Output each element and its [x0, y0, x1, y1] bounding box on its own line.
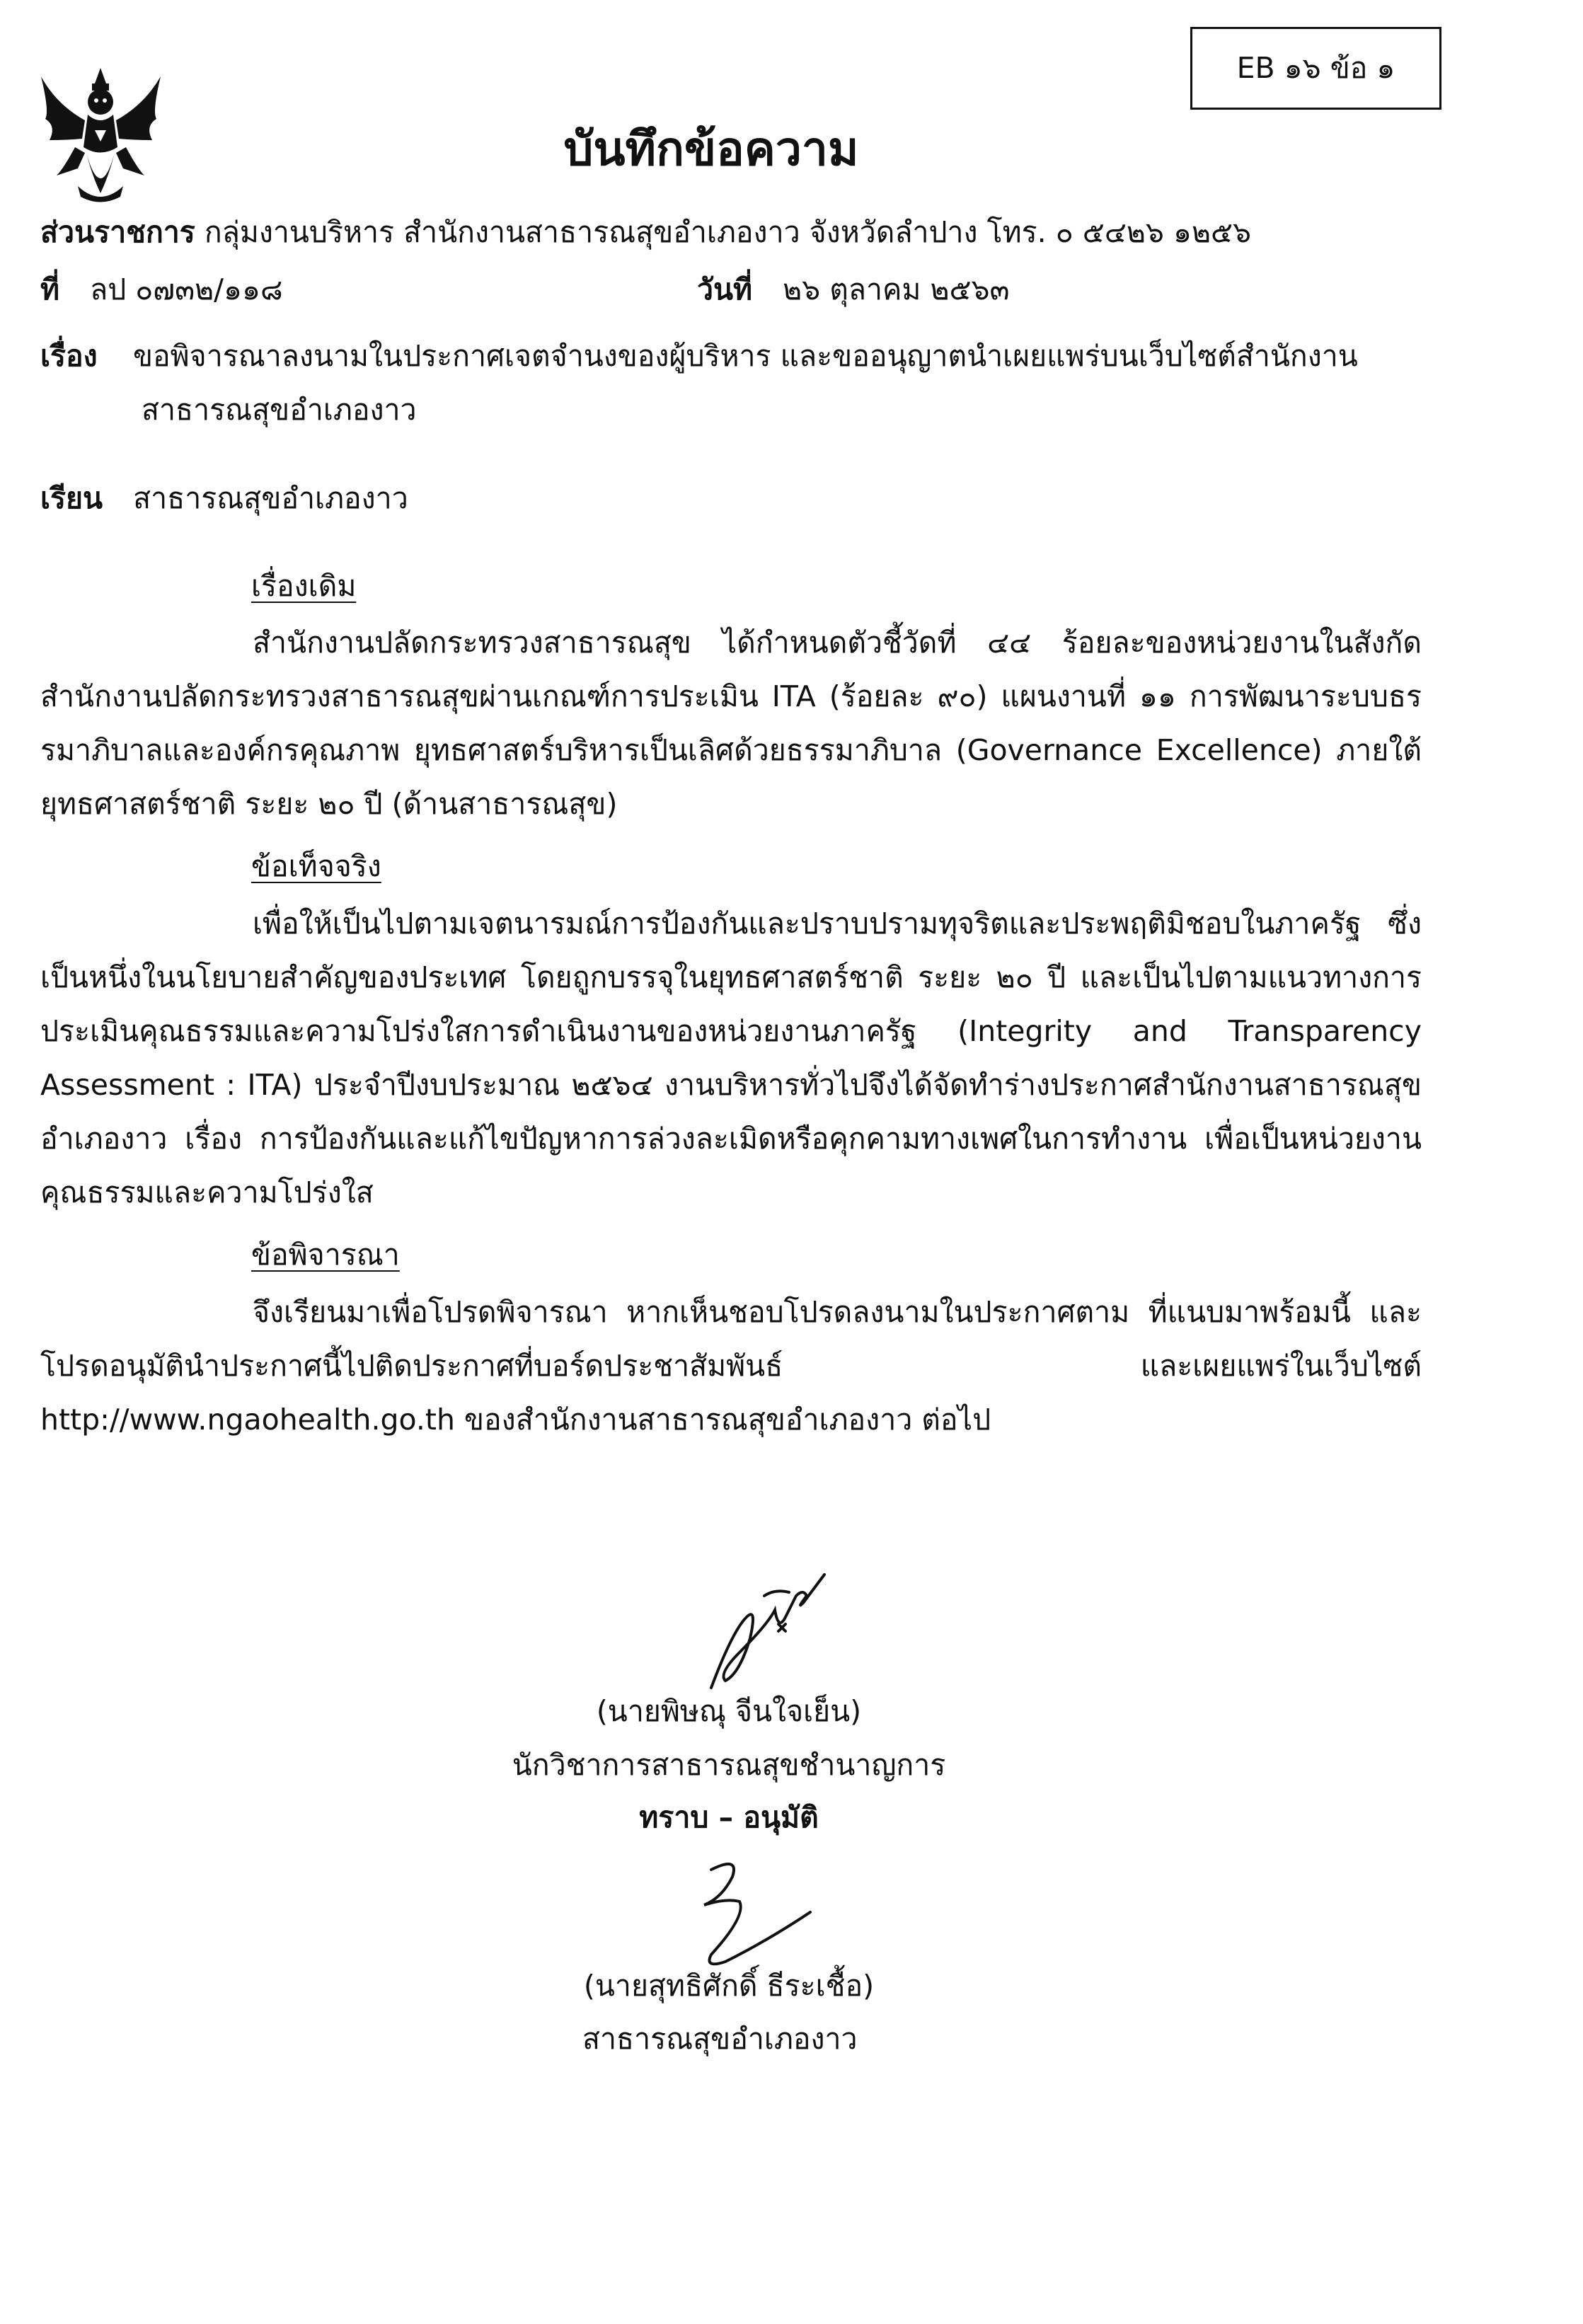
addressee-value: สาธารณสุขอำเภองาว: [133, 481, 408, 515]
number-value: ลป ๐๗๓๒/๑๑๘: [90, 272, 283, 306]
date-line: [697, 271, 1010, 309]
approval-text: ทราบ – อนุมัติ: [639, 1800, 819, 1834]
facts-heading: ข้อเท็จจริง: [251, 849, 381, 883]
background-heading: เรื่องเดิม: [251, 569, 357, 603]
reference-box: EB ๑๖ ข้อ ๑: [1190, 27, 1441, 110]
signer-1-position: นักวิชาการสาธารณสุขชำนาญการ: [512, 1748, 946, 1782]
document-number-line: [40, 271, 283, 309]
subject-line-1: ขอพิจารณาลงนามในประกาศเจตจำนงของผู้บริหาร และขออนุญาตนำเผยแพร่บนเว็บไซต์สำนักงาน: [133, 339, 1358, 373]
signer-1-name: (นายพิษณุ จีนใจเย็น): [596, 1694, 862, 1728]
addressee-line: [40, 480, 408, 517]
consideration-heading: ข้อพิจารณา: [251, 1238, 400, 1272]
handwritten-signature-icon: [683, 1848, 824, 1976]
handwritten-signature-icon: [697, 1567, 839, 1695]
background-paragraph: สำนักงานปลัดกระทรวงสาธารณสุข ได้กำหนดตัวชี้วัดที่ ๔๔ ร้อยละของหน่วยงานในสังกัด สำนักงานปลัดกระทรวงสาธารณสุขผ่านเกณฑ์การประเมิน ITA (ร้อยละ ๙๐) แผนงานที่ ๑๑ การพัฒนาระบบธรรมาภิบาลและองค์กรคุณภาพ ยุทธศาสตร์บริหารเป็นเลิศด้วยธรรมาภิบาล (Governance Excellence) ภายใต้ยุทธศาสตร์ชาติ ระยะ ๒๐ ปี (ด้านสาธารณสุข): [40, 626, 1422, 821]
consideration-paragraph: จึงเรียนมาเพื่อโปรดพิจารณา หากเห็นชอบโปรดลงนามในประกาศตาม ที่แนบมาพร้อมนี้ และโปรดอนุมัตินำประกาศนี้ไปติดประกาศที่บอร์ดประชาสัมพันธ์ และเผยแพร่ในเว็บไซต์ http://www.ngaohealth.go.th ของสำนักงานสาธารณสุขอำเภองาว ต่อไป: [40, 1295, 1422, 1437]
signature-2: [683, 1848, 824, 1976]
subject-label: เรื่อง: [40, 339, 98, 373]
signer-2-position: สาธารณสุขอำเภองาว: [582, 2022, 858, 2056]
signature-1: [697, 1567, 839, 1695]
agency-label: ส่วนราชการ: [40, 215, 195, 249]
date-value: ๒๖ ตุลาคม ๒๕๖๓: [783, 272, 1010, 306]
addressee-label: เรียน: [40, 481, 103, 515]
date-label: วันที่: [697, 272, 753, 306]
memo-title: บันทึกข้อความ: [563, 122, 859, 176]
subject-line-2: สาธารณสุขอำเภองาว: [142, 393, 417, 427]
number-label: ที่: [40, 272, 60, 306]
agency-line: [40, 214, 1251, 251]
agency-value: กลุ่มงานบริหาร สำนักงานสาธารณสุขอำเภองาว จังหวัดลำปาง โทร. ๐ ๕๔๒๖ ๑๒๕๖: [204, 215, 1252, 249]
facts-paragraph: เพื่อให้เป็นไปตามเจตนารมณ์การป้องกันและปราบปรามทุจริตและประพฤติมิชอบในภาครัฐ ซึ่งเป็นหนึ่งในนโยบายสำคัญของประเทศ โดยถูกบรรจุในยุทธศาสตร์ชาติ ระยะ ๒๐ ปี และเป็นไปตามแนวทางการประเมินคุณธรรมและความโปร่งใสการดำเนินงานของหน่วยงานภาครัฐ (Integrity and Transparency Assessment : ITA) ประจำปีงบประมาณ ๒๕๖๔ งานบริหารทั่วไปจึงได้จัดทำร่างประกาศสำนักงานสาธารณสุขอำเภองาว เรื่อง การป้องกันและแก้ไขปัญหาการล่วงละเมิดหรือคุกคามทางเพศในการทำงาน เพื่อเป็นหน่วยงานคุณธรรมและความโปร่งใส: [40, 907, 1422, 1209]
signer-2-name: (นายสุทธิศักดิ์ ธีระเชื้อ): [583, 1969, 875, 2003]
